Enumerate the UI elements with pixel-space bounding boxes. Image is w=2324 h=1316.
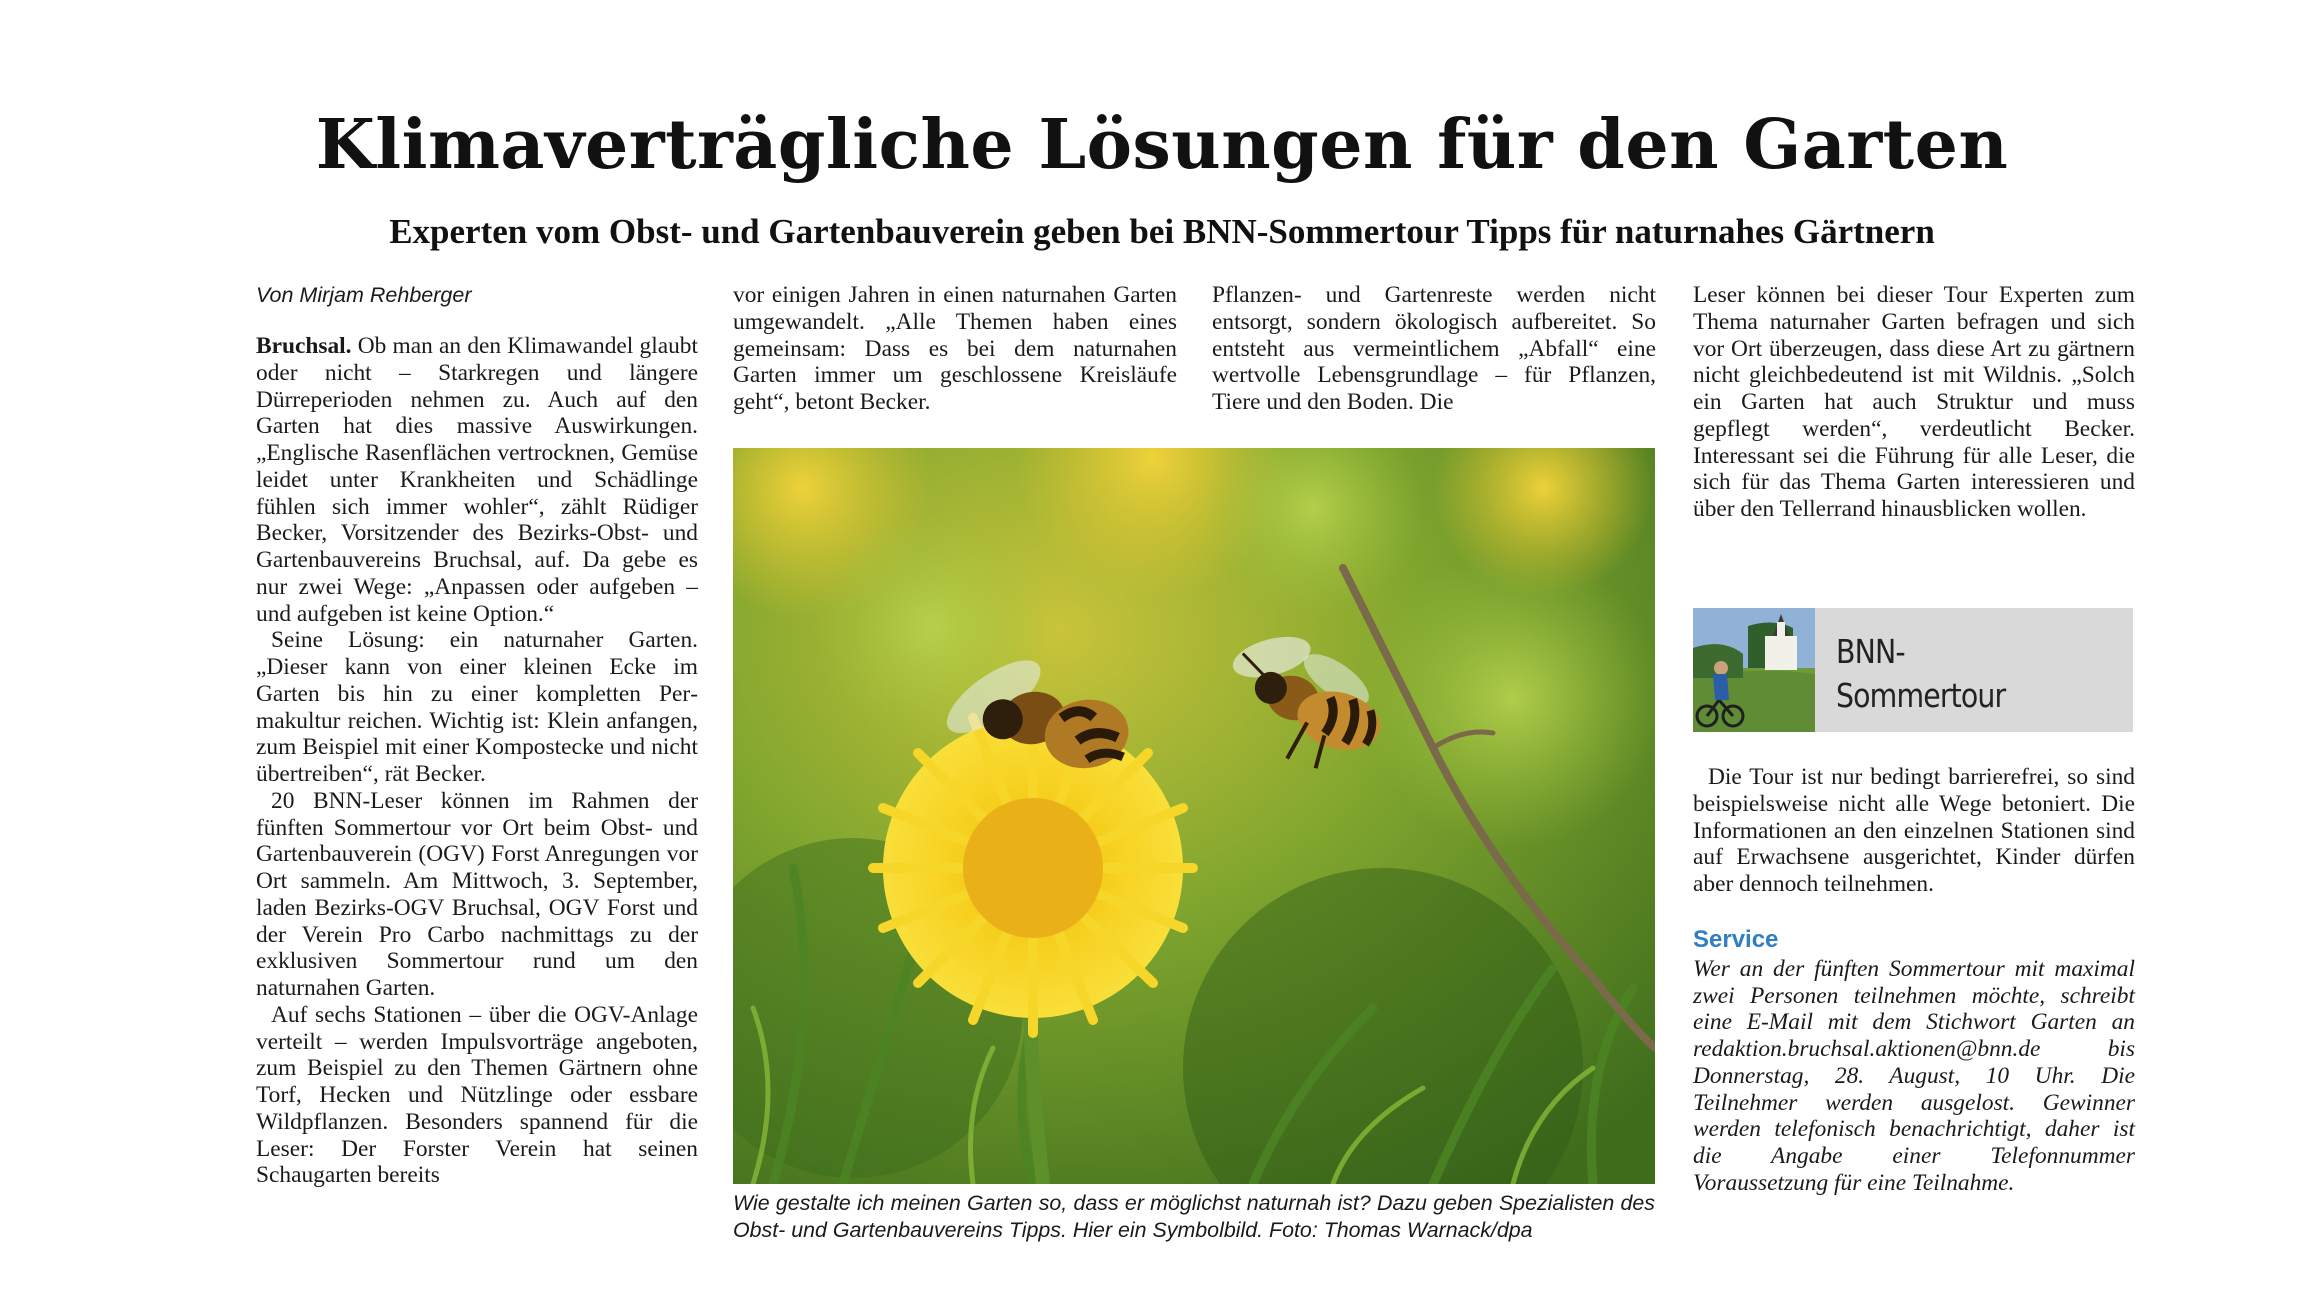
- paragraph: Auf sechs Stationen – über die OGV-Anlage verteilt – werden Impulsvorträge angeboten, zum Beispiel zu den Themen Gärtnern ohne Torf, Hecken und Nützlinge oder essbare Wildpflanzen. Besonders spannend für die Leser: Der Forster Verein hat seinen Schaugarten bereits: [256, 1001, 698, 1189]
- service-heading: Service: [1693, 925, 1779, 953]
- series-box-title: [1836, 630, 2005, 718]
- article-column-2: [733, 282, 1177, 416]
- paragraph: 20 BNN-Leser können im Rahmen der fünften Sommertour vor Ort beim Obst- und Gartenbauverein (OGV) Forst Anregungen vor Ort sammeln. Am Mittwoch, 3. September, laden Bezirks-OGV Bruchsal, OGV Forst und der Verein Pro Carbo nachmittags zu der exklusiven Sommertour rund um den naturnahen Garten.: [256, 787, 698, 1001]
- article-photo-bees-dandelion: [733, 448, 1655, 1184]
- series-box-title-line: Sommertour: [1836, 676, 2006, 715]
- paragraph: Seine Lösung: ein naturnaher Garten. „Dieser kann von einer kleinen Ecke im Garten bis hin zu einer kompletten Permakultur reichen. Wichtig ist: Klein anfangen, zum Beispiel mit einer Kompostecke und nicht übertreiben“, rät Becker.: [256, 627, 698, 787]
- article-column-1: [256, 282, 698, 1189]
- paragraph: Die Tour ist nur bedingt barrierefrei, so sind beispielsweise nicht alle Wege betoniert. Die Informationen an den einzelnen Stationen sind auf Erwachsene ausgerichtet, Kinder dürfen aber dennoch teilnehmen.: [1693, 764, 2135, 897]
- article-column-4-continued: [1693, 764, 2135, 1197]
- series-box-photo-cyclist-church: [1693, 608, 1815, 732]
- byline: Von Mirjam Rehberger: [256, 283, 472, 307]
- service-text: Wer an der fünften Sommertour mit maximal zwei Personen teilnehmen möchte, schreibt eine E-Mail mit dem Stichwort Garten an redaktion.bruchsal.aktionen@bnn.de bis Donnerstag, 28. August, 10 Uhr. Die Teilnehmer werden ausgelost. Gewinner werden telefonisch benachrichtigt, daher ist die Angabe einer Telefonnummer Voraussetzung für eine Teilnahme.: [1693, 955, 2135, 1196]
- article-column-4: [1693, 282, 2135, 523]
- dateline: Bruchsal.: [256, 333, 352, 359]
- article-subheadline: Experten vom Obst- und Gartenbauverein geben bei BNN-Sommertour Tipps für naturnahes Gärtnern: [389, 212, 1935, 251]
- paragraph: vor einigen Jahren in einen naturnahen Garten umgewandelt. „Alle Themen haben eines gemeinsam: Dass es bei dem naturnahen Garten immer um geschlossene Kreisläufe geht“, betont Becker.: [733, 282, 1177, 415]
- paragraph: Pflanzen- und Gartenreste werden nicht entsorgt, sondern ökologisch aufbereitet. So entsteht aus vermeintlichem „Abfall“ eine wertvolle Lebensgrundlage – für Pflanzen, Tiere und den Boden. Die: [1212, 282, 1656, 415]
- photo-caption: Wie gestalte ich meinen Garten so, dass er möglichst naturnah ist? Dazu geben Spezialisten des Obst- und Gartenbauvereins Tipps. Hier ein Symbolbild. Foto: Thomas Warnack/dpa: [733, 1191, 1655, 1242]
- series-box: [1693, 608, 2133, 732]
- article-headline: Klimaverträgliche Lösungen für den Garten: [315, 105, 2009, 185]
- paragraph: Leser können bei dieser Tour Experten zum Thema naturnaher Garten befragen und sich vor Ort überzeugen, dass diese Art zu gärtnern nicht gleichbedeutend ist mit Wildnis. „Solch ein Garten hat auch Struktur und muss gepflegt werden“, verdeutlicht Becker. Interessant sei die Führung für alle Leser, die sich für das Thema Garten interessieren und über den Tellerrand hinausblicken wollen.: [1693, 282, 2135, 522]
- series-box-title-line: BNN-: [1836, 632, 1905, 671]
- paragraph-intro: [256, 333, 698, 627]
- article-column-3: [1212, 282, 1656, 416]
- paragraph-text: Ob man an den Klimawandel glaubt oder nicht – Starkregen und längere Dürreperioden nehmen zu. Auch auf den Garten hat dies massive Auswirkungen. „Englische Rasenflächen vertrocknen, Gemüse leidet unter Krankheiten und Schädlinge fühlen sich immer wohler“, zählt Rüdiger Becker, Vorsitzender des Bezirks-Obst- und Gartenbauvereins Bruchsal, auf. Da gebe es nur zwei Wege: „Anpassen oder aufgeben – und aufgeben ist keine Option.“: [256, 333, 698, 627]
